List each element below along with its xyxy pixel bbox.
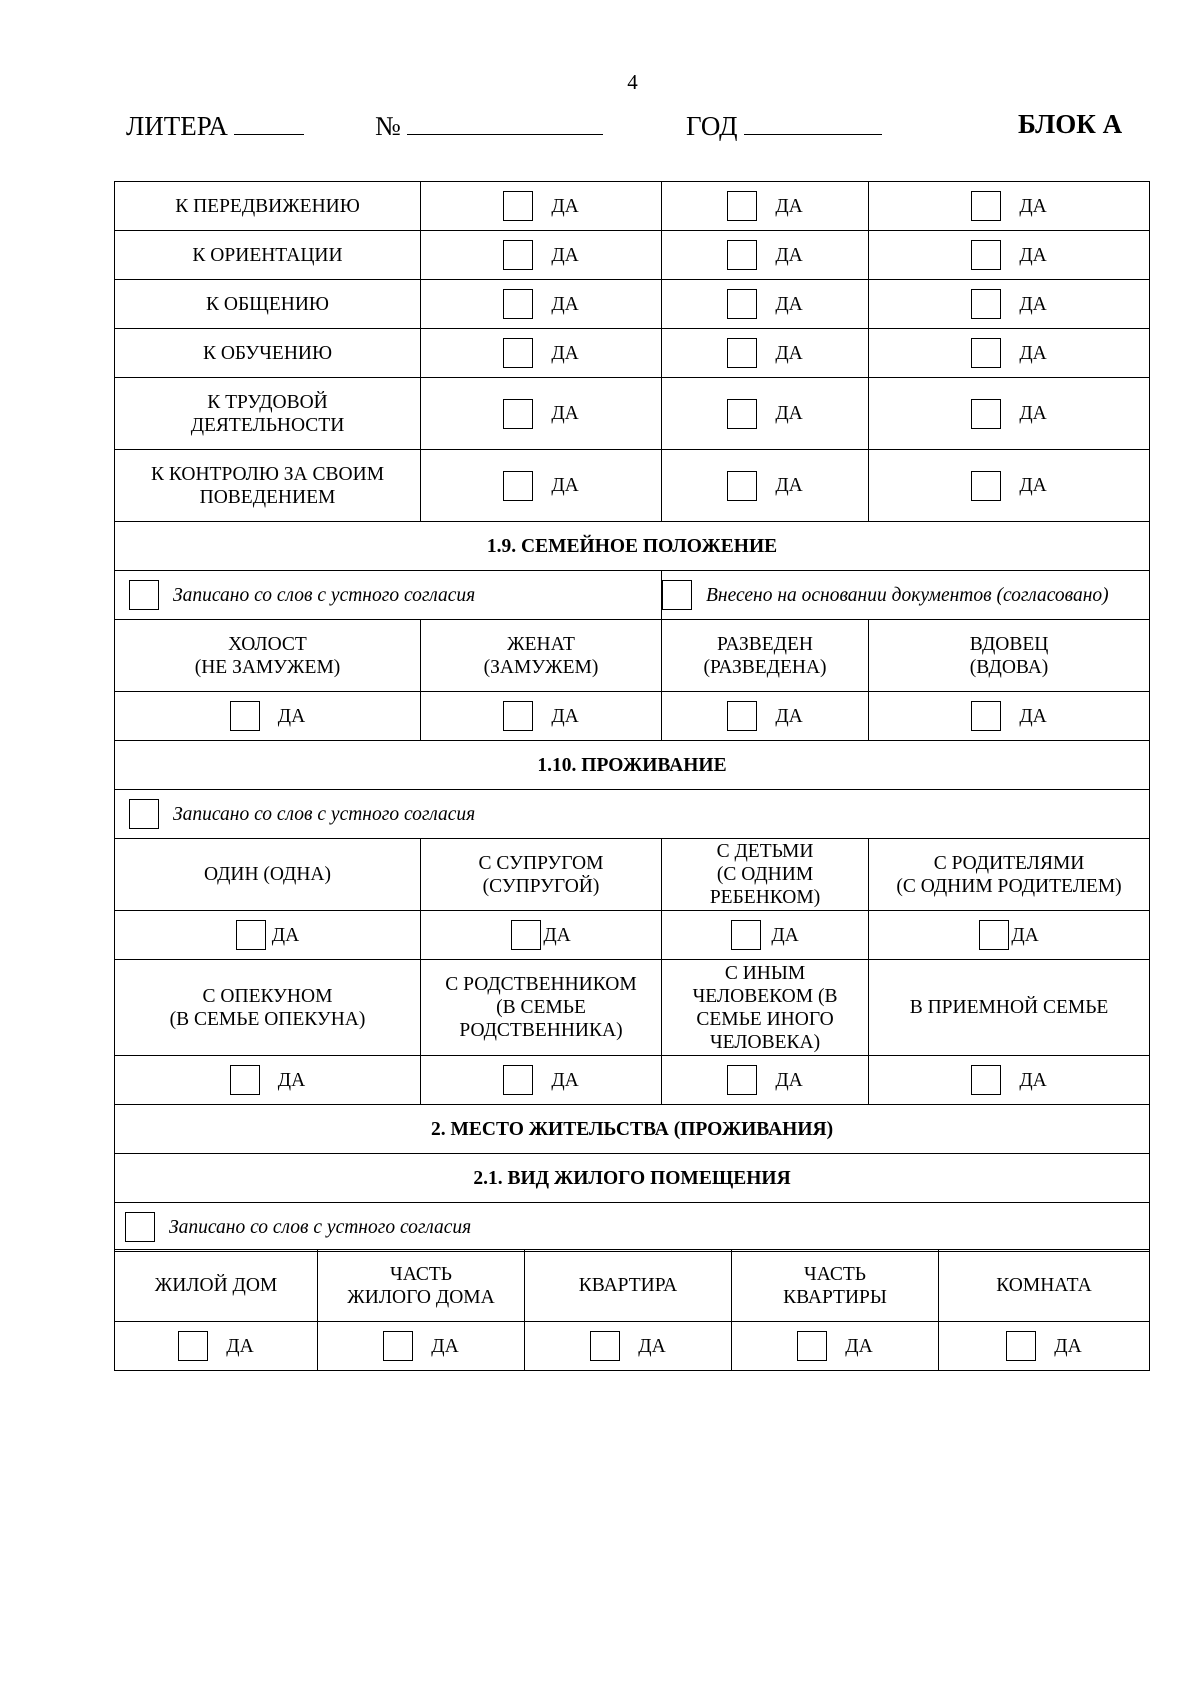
option-label: КОМНАТА: [939, 1250, 1150, 1322]
yes-label: ДА: [551, 1069, 579, 1091]
year-label: ГОД: [686, 111, 738, 141]
checkbox[interactable]: [503, 191, 533, 221]
checkbox[interactable]: [129, 580, 159, 610]
yes-label: ДА: [431, 1335, 459, 1357]
checkbox[interactable]: [129, 799, 159, 829]
checkbox[interactable]: [971, 240, 1001, 270]
yes-label: ДА: [551, 705, 579, 727]
checkbox[interactable]: [503, 471, 533, 501]
checkbox[interactable]: [503, 399, 533, 429]
yes-label: ДА: [775, 475, 803, 496]
checkbox[interactable]: [727, 701, 757, 731]
checkbox[interactable]: [178, 1331, 208, 1361]
restriction-row: [115, 280, 1150, 329]
checkbox[interactable]: [236, 920, 266, 950]
yes-label: ДА: [771, 924, 799, 946]
yes-label: ДА: [277, 705, 306, 727]
yes-label: ДА: [551, 195, 579, 217]
yes-label: ДА: [775, 403, 803, 424]
section-title: 2. МЕСТО ЖИТЕЛЬСТВА (ПРОЖИВАНИЯ): [115, 1105, 1150, 1154]
restriction-row: [115, 329, 1150, 378]
yes-label: ДА: [226, 1335, 254, 1357]
yes-label: ДА: [1019, 195, 1047, 217]
yes-label: ДА: [775, 1069, 803, 1091]
consent-oral-label: Записано со слов с устного согласия: [173, 584, 476, 606]
checkbox[interactable]: [727, 471, 757, 501]
year-field: [686, 108, 882, 142]
checkbox[interactable]: [727, 240, 757, 270]
option-label: В ПРИЕМНОЙ СЕМЬЕ: [869, 960, 1150, 1056]
litera-input[interactable]: [234, 108, 304, 135]
checkbox[interactable]: [979, 920, 1009, 950]
checkbox[interactable]: [971, 701, 1001, 731]
yes-label: ДА: [1019, 403, 1047, 424]
year-input[interactable]: [744, 108, 882, 135]
checkbox[interactable]: [727, 338, 757, 368]
residence-options-table: [114, 1249, 1150, 1371]
yes-label: ДА: [1019, 342, 1047, 364]
checkbox[interactable]: [125, 1212, 155, 1242]
litera-label: ЛИТЕРА: [126, 111, 228, 141]
option-label: ЖЕНАТ (ЗАМУЖЕМ): [421, 620, 662, 692]
checkbox[interactable]: [503, 338, 533, 368]
yes-label: ДА: [775, 244, 803, 266]
yes-label: ДА: [551, 293, 579, 315]
yes-label: ДА: [1054, 1335, 1082, 1357]
yes-label: ДА: [1019, 475, 1047, 496]
option-label: С ИНЫМ ЧЕЛОВЕКОМ (В СЕМЬЕ ИНОГО ЧЕЛОВЕКА): [662, 960, 869, 1056]
yes-label: ДА: [1011, 924, 1039, 946]
option-label: ОДИН (ОДНА): [115, 839, 421, 911]
yes-label: ДА: [277, 1069, 306, 1091]
checkbox[interactable]: [230, 701, 260, 731]
yes-label: ДА: [1019, 705, 1047, 727]
checkbox[interactable]: [511, 920, 541, 950]
option-label: КВАРТИРА: [525, 1250, 732, 1322]
option-label: ЖИЛОЙ ДОМ: [115, 1250, 318, 1322]
option-label: С ОПЕКУНОМ (В СЕМЬЕ ОПЕКУНА): [115, 960, 421, 1056]
yes-label: ДА: [543, 924, 571, 946]
checkbox[interactable]: [662, 580, 692, 610]
yes-label: ДА: [1019, 1069, 1047, 1091]
checkbox[interactable]: [971, 191, 1001, 221]
yes-label: ДА: [775, 293, 803, 315]
yes-label: ДА: [271, 924, 300, 946]
yes-label: ДА: [775, 342, 803, 364]
checkbox[interactable]: [1006, 1331, 1036, 1361]
yes-label: ДА: [551, 475, 579, 496]
restriction-label: К ТРУДОВОЙ ДЕЯТЕЛЬНОСТИ: [115, 378, 421, 450]
consent-docs-label: Внесено на основании документов (согласовано): [706, 584, 1109, 606]
page-number: 4: [627, 70, 638, 94]
option-label: РАЗВЕДЕН (РАЗВЕДЕНА): [662, 620, 869, 692]
checkbox[interactable]: [971, 1065, 1001, 1095]
checkbox[interactable]: [727, 1065, 757, 1095]
checkbox[interactable]: [971, 471, 1001, 501]
checkbox[interactable]: [590, 1331, 620, 1361]
restriction-label: К ПЕРЕДВИЖЕНИЮ: [115, 182, 421, 231]
yes-label: ДА: [551, 342, 579, 364]
checkbox[interactable]: [797, 1331, 827, 1361]
litera-field: [126, 108, 304, 142]
option-label: С РОДСТВЕННИКОМ (В СЕМЬЕ РОДСТВЕННИКА): [421, 960, 662, 1056]
option-label: ХОЛОСТ (НЕ ЗАМУЖЕМ): [115, 620, 421, 692]
number-field: [375, 108, 603, 142]
checkbox[interactable]: [503, 240, 533, 270]
section-subtitle: 2.1. ВИД ЖИЛОГО ПОМЕЩЕНИЯ: [115, 1154, 1150, 1203]
checkbox[interactable]: [971, 399, 1001, 429]
yes-label: ДА: [1019, 293, 1047, 315]
section-title: 1.10. ПРОЖИВАНИЕ: [115, 741, 1150, 790]
yes-label: ДА: [638, 1335, 666, 1357]
yes-label: ДА: [845, 1335, 873, 1357]
number-input[interactable]: [407, 108, 603, 135]
checkbox[interactable]: [503, 701, 533, 731]
yes-label: ДА: [1019, 244, 1047, 266]
section-title: 1.9. СЕМЕЙНОЕ ПОЛОЖЕНИЕ: [115, 522, 1150, 571]
restriction-label: К ОБУЧЕНИЮ: [115, 329, 421, 378]
checkbox[interactable]: [230, 1065, 260, 1095]
number-label: №: [375, 111, 401, 141]
restriction-row: [115, 231, 1150, 280]
checkbox[interactable]: [971, 289, 1001, 319]
checkbox[interactable]: [503, 289, 533, 319]
yes-label: ДА: [775, 705, 803, 727]
form-table: [114, 181, 1150, 1252]
checkbox[interactable]: [731, 920, 761, 950]
yes-label: ДА: [775, 195, 803, 217]
yes-label: ДА: [551, 244, 579, 266]
option-label: ЧАСТЬ ЖИЛОГО ДОМА: [318, 1250, 525, 1322]
option-label: С СУПРУГОМ (СУПРУГОЙ): [421, 839, 662, 911]
option-label: ЧАСТЬ КВАРТИРЫ: [732, 1250, 939, 1322]
option-label: С РОДИТЕЛЯМИ (С ОДНИМ РОДИТЕЛЕМ): [869, 839, 1150, 911]
checkbox[interactable]: [727, 399, 757, 429]
yes-label: ДА: [551, 403, 579, 424]
checkbox[interactable]: [727, 191, 757, 221]
restriction-row: [115, 378, 1150, 450]
restriction-row: [115, 182, 1150, 231]
restriction-label: К КОНТРОЛЮ ЗА СВОИМ ПОВЕДЕНИЕМ: [115, 450, 421, 522]
restriction-label: К ОБЩЕНИЮ: [115, 280, 421, 329]
consent-oral-label: Записано со слов с устного согласия: [173, 803, 476, 825]
block-label: БЛОК А: [1018, 109, 1123, 139]
checkbox[interactable]: [383, 1331, 413, 1361]
checkbox[interactable]: [727, 289, 757, 319]
option-label: С ДЕТЬМИ (С ОДНИМ РЕБЕНКОМ): [662, 839, 869, 911]
option-label: ВДОВЕЦ (ВДОВА): [869, 620, 1150, 692]
checkbox[interactable]: [971, 338, 1001, 368]
restriction-label: К ОРИЕНТАЦИИ: [115, 231, 421, 280]
consent-oral-label: Записано со слов с устного согласия: [169, 1216, 472, 1238]
restriction-row: [115, 450, 1150, 522]
checkbox[interactable]: [503, 1065, 533, 1095]
